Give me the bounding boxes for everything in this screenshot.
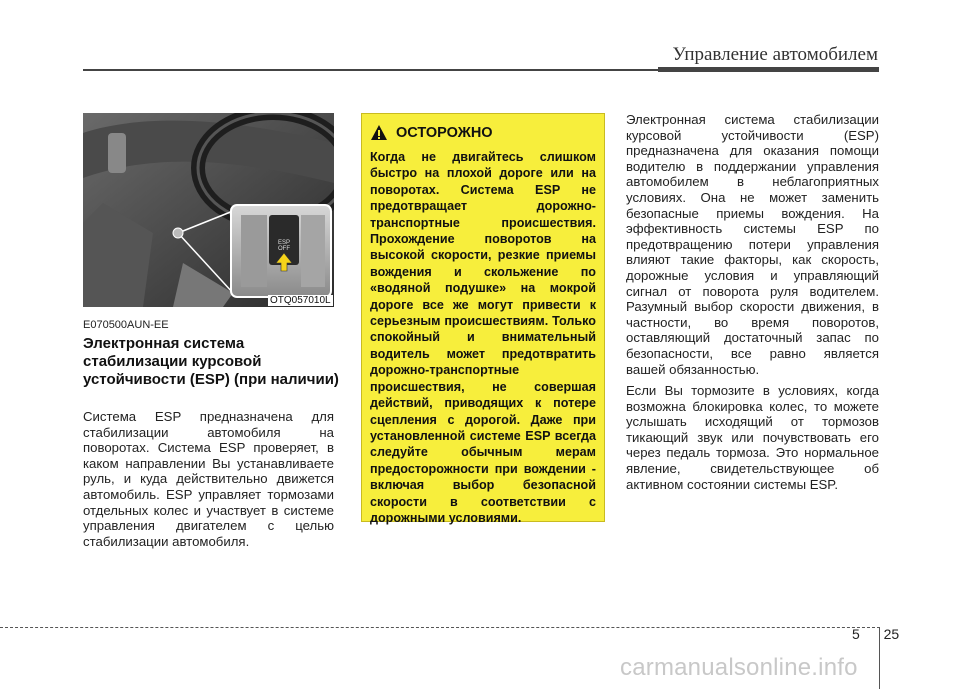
right-column (626, 112, 879, 498)
esp-label: ESP (277, 240, 290, 246)
page-header-title: Управление автомобилем (672, 44, 878, 65)
watermark: carmanualsonline.info (620, 654, 858, 681)
page-index: 25 (883, 626, 900, 642)
left-body-text: Система ESP предназначена для стабилизации автомобиля на поворотах. Система ESP проверяет, в каком направлении Вы устанавливаете руль, и куда действительно движется автомобиль. ESP управляет тормозами отдельных колес и участвует в системе управления двигателем с целью стабилизации автомобиля. (83, 409, 334, 549)
chapter-number: 5 (852, 626, 860, 642)
warning-title: ОСТОРОЖНО (396, 124, 493, 141)
right-paragraph-1: Электронная система стабилизации курсовой устойчивости (ESP) предназначена для оказания помощи водителю в поддержании управления автомобилем в неблагоприятных условиях. Она не может заменить безопасные приемы вождения. На эффективность системы ESP по предотвращению потери управления влияют такие факторы, как скорость, дорожные условия и управляющий сигнал от поворота руля водителем. Разумный выбор скорости движения, в частности, во время поворотов, оставляющий достаточный запас по безопасности, все равно является вашей обязанностью. (626, 112, 879, 377)
header-rule-accent (658, 67, 879, 72)
right-paragraph-2: Если Вы тормозите в условиях, когда возможна блокировка колес, то можете услышать исходящий от тормозов тикающий звук или почувствовать его через педаль тормоза. Это нормальное явление, свидетельствующее об активном состоянии системы ESP. (626, 383, 879, 492)
footer-rule (0, 627, 880, 628)
section-title: Электронная система стабилизации курсовой устойчивости (ESP) (при наличии) (83, 335, 339, 388)
off-label: OFF (278, 246, 290, 252)
warning-header (370, 124, 493, 141)
warning-text: Когда не двигайтесь слишком быстро на плохой дороге или на поворотах. Система ESP не предотвращает дорожно-транспортные происшествия. Прохождение поворотов на высокой скорости, резкие приемы вождения и скольжение по «водяной подушке» на мокрой дороге все же могут привести к серьезным происшествиям. Только спокойный и внимательный водитель может предотвратить дорожно-транспортные происшествия, не совершая действий, приводящих к потере сцепления с дорогой. Даже при установленной системе ESP всегда следуйте обычным мерам предосторожности при вождении - включая выбор безопасной скорости в соответствии с дорожными условиями. (370, 150, 596, 525)
page-number (852, 626, 899, 642)
warning-box (361, 113, 605, 525)
esp-button-photo (83, 113, 334, 307)
dashboard-illustration (83, 113, 334, 307)
photo-code: OTQ057010L (270, 295, 331, 306)
section-code: E070500AUN-EE (83, 319, 169, 331)
warning-triangle-icon (370, 124, 388, 141)
